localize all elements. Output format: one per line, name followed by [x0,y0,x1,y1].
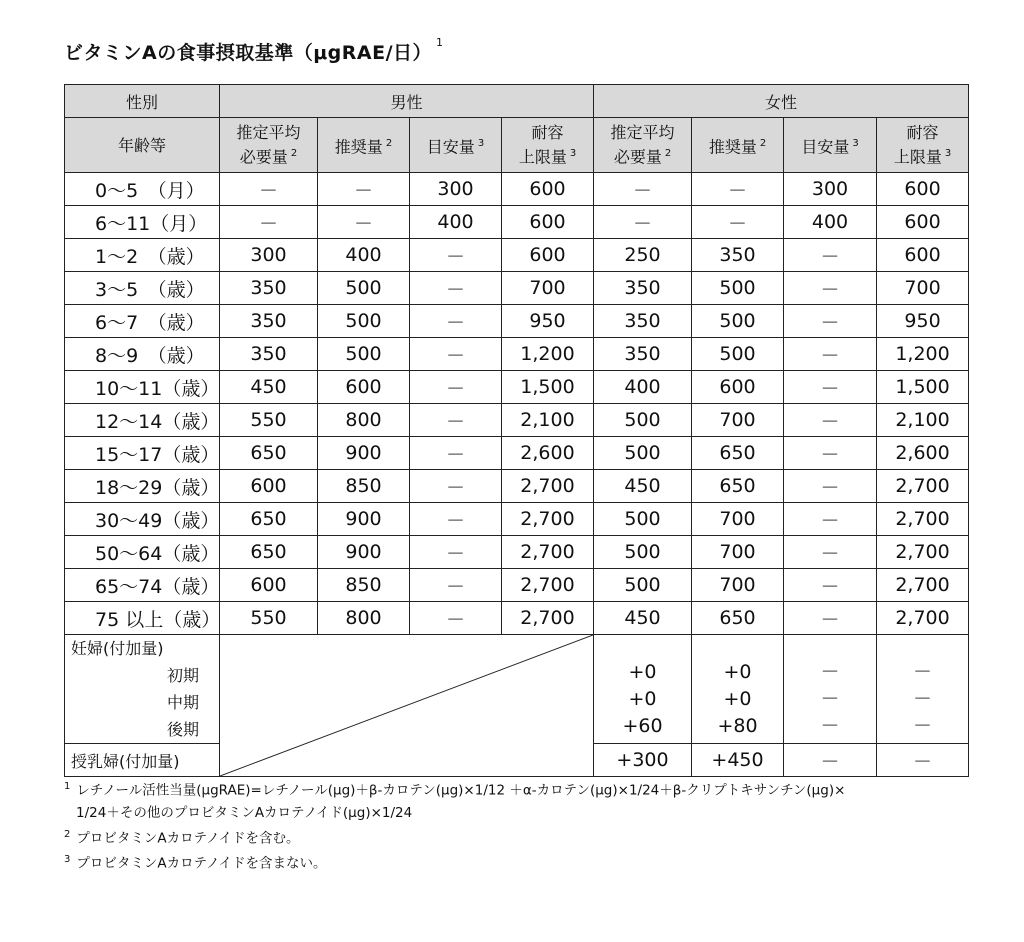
female-value-cell: － [784,272,877,305]
male-value-cell: － [318,206,410,239]
male-value-cell: 300 [220,239,318,272]
table-row [65,470,969,503]
pregnant-value: － [913,661,933,683]
age-cell: 0～5 （月） [65,173,220,206]
pregnant-value-cell [594,635,692,744]
female-value-cell: － [784,602,877,635]
male-value-cell: － [410,404,502,437]
male-value-cell: 850 [318,569,410,602]
intake-table-container [64,84,968,777]
female-value-cell: 350 [594,305,692,338]
table-row [65,437,969,470]
female-value-cell: 2,600 [877,437,969,470]
footnote-3 [64,849,984,875]
female-value-cell: 500 [594,503,692,536]
female-value-cell: － [784,404,877,437]
male-col-header-1 [318,118,410,173]
male-value-cell: 800 [318,602,410,635]
table-row [65,569,969,602]
table-row [65,503,969,536]
male-value-cell: － [220,173,318,206]
pregnant-value: － [820,688,840,710]
female-value-cell: 500 [692,338,784,371]
lactating-label: 授乳婦(付加量) [65,744,220,777]
col-header-footnote-ref: 2 [664,148,672,160]
diagonal-line [220,635,593,776]
footnote-3-num: 3 [64,854,71,865]
footnote-1-num: 1 [64,781,71,792]
age-cell: 6～11（月） [65,206,220,239]
col-header-line1: 耐容 [531,123,564,143]
sex-header: 性別 [65,85,220,118]
male-value-cell: 2,100 [502,404,594,437]
footnote-1-line2: 1/24＋その他のプロビタミンAカロテノイド(μg)×1/24 [76,804,413,821]
female-value-cell: 700 [877,272,969,305]
male-value-cell: 400 [318,239,410,272]
male-value-cell: － [410,536,502,569]
female-col-header-0 [594,118,692,173]
female-value-cell: 500 [594,404,692,437]
footnote-2 [64,824,984,850]
age-cell: 75 以上（歳） [65,602,220,635]
female-value-cell: 250 [594,239,692,272]
table-row [65,239,969,272]
col-header-line2: 目安量 [801,137,850,157]
age-cell: 12～14（歳） [65,404,220,437]
female-value-cell: 450 [594,602,692,635]
female-value-cell: 600 [877,239,969,272]
male-value-cell: 600 [220,569,318,602]
female-value-cell: 500 [692,272,784,305]
female-value-cell: 500 [594,569,692,602]
female-value-cell: 1,200 [877,338,969,371]
col-header-line2: 推奨量 [334,137,383,157]
male-col-header-3 [502,118,594,173]
female-value-cell: 400 [784,206,877,239]
pregnant-value: +0 [723,661,752,683]
female-value-cell: 700 [692,569,784,602]
col-header-footnote-ref: 2 [385,137,393,149]
pregnant-value: － [820,715,840,737]
pregnant-value-cell [877,635,969,744]
male-value-cell: 2,700 [502,602,594,635]
col-header-footnote-ref: 2 [759,137,767,149]
table-row [65,404,969,437]
female-value-cell: 350 [594,272,692,305]
female-value-cell: 2,700 [877,569,969,602]
male-value-cell: － [410,371,502,404]
age-cell: 1～2 （歳） [65,239,220,272]
female-value-cell: 2,700 [877,602,969,635]
male-value-cell: － [318,173,410,206]
male-value-cell: 900 [318,536,410,569]
trimester-label: 後期 [167,720,200,739]
female-value-cell: － [784,338,877,371]
male-value-cell: 2,700 [502,470,594,503]
age-cell: 10～11（歳） [65,371,220,404]
female-value-cell: 2,700 [877,470,969,503]
male-value-cell: － [410,239,502,272]
male-value-cell: 400 [410,206,502,239]
trimester-label: 中期 [167,693,200,712]
female-value-cell: 2,100 [877,404,969,437]
female-value-cell: 450 [594,470,692,503]
age-cell: 30～49（歳） [65,503,220,536]
female-value-cell: 700 [692,503,784,536]
age-cell: 8～9 （歳） [65,338,220,371]
male-value-cell: 600 [318,371,410,404]
intake-table [64,84,969,777]
table-row [65,206,969,239]
male-value-cell: 350 [220,305,318,338]
table-row [65,173,969,206]
male-value-cell: 2,600 [502,437,594,470]
col-header-footnote-ref: 2 [290,148,298,160]
male-value-cell: 700 [502,272,594,305]
col-header-line2: 目安量 [426,137,475,157]
female-col-header-3 [877,118,969,173]
male-value-cell: 2,700 [502,569,594,602]
male-value-cell: 500 [318,272,410,305]
male-value-cell: － [410,503,502,536]
female-value-cell: － [784,437,877,470]
male-value-cell: 1,200 [502,338,594,371]
female-value-cell: 300 [784,173,877,206]
female-value-cell: 500 [594,536,692,569]
female-col-header-2 [784,118,877,173]
age-cell: 18～29（歳） [65,470,220,503]
col-header-footnote-ref: 3 [477,137,485,149]
lactating-value-cell: － [784,744,877,777]
male-value-cell: － [220,206,318,239]
pregnant-value: － [913,715,933,737]
male-value-cell: 650 [220,503,318,536]
col-header-footnote-ref: 3 [569,148,577,160]
male-value-cell: 900 [318,437,410,470]
male-col-header-0 [220,118,318,173]
title-footnote-ref: 1 [436,35,444,49]
male-value-cell: 800 [318,404,410,437]
col-header-line1: 耐容 [906,123,939,143]
female-value-cell: － [692,173,784,206]
pregnant-label-cell [65,635,220,744]
age-cell: 6～7 （歳） [65,305,220,338]
male-value-cell: － [410,602,502,635]
male-value-cell: － [410,338,502,371]
male-value-cell: － [410,470,502,503]
col-header-footnote-ref: 3 [944,148,952,160]
male-value-cell: － [410,305,502,338]
female-value-cell: 600 [877,173,969,206]
female-col-header-1 [692,118,784,173]
male-value-cell: 2,700 [502,503,594,536]
female-header: 女性 [594,85,969,118]
male-header: 男性 [220,85,594,118]
female-value-cell: 950 [877,305,969,338]
pregnant-value: +60 [622,715,663,737]
female-value-cell: 500 [692,305,784,338]
female-value-cell: 2,700 [877,536,969,569]
pregnant-label: 妊婦(付加量) [71,639,164,658]
col-header-line2: 上限量 [518,147,567,167]
male-value-cell: 300 [410,173,502,206]
female-value-cell: 1,500 [877,371,969,404]
age-cell: 3～5 （歳） [65,272,220,305]
pregnant-value: +0 [628,661,657,683]
table-row [65,602,969,635]
footnote-2-num: 2 [64,828,71,840]
male-value-cell: 650 [220,437,318,470]
age-cell: 15～17（歳） [65,437,220,470]
pregnant-row [65,635,969,744]
female-value-cell: 650 [692,602,784,635]
female-value-cell: 400 [594,371,692,404]
pregnant-value: － [820,661,840,683]
male-value-cell: 350 [220,338,318,371]
male-value-cell: 350 [220,272,318,305]
male-value-cell: 650 [220,536,318,569]
col-header-line1: 推定平均 [236,123,301,143]
female-value-cell: － [784,536,877,569]
table-row [65,371,969,404]
lactating-value-cell: +450 [692,744,784,777]
male-value-cell: － [410,437,502,470]
female-value-cell: 2,700 [877,503,969,536]
male-value-cell: 500 [318,338,410,371]
age-header: 年齢等 [65,118,220,173]
lactating-value-cell: － [877,744,969,777]
trimester-label: 初期 [167,666,200,685]
table-row [65,272,969,305]
male-value-cell: 600 [220,470,318,503]
female-value-cell: － [594,173,692,206]
footnote-1 [64,776,984,802]
title-text: ビタミンAの食事摂取基準（μgRAE/日） [64,42,433,64]
female-value-cell: 350 [692,239,784,272]
female-value-cell: 600 [877,206,969,239]
male-value-cell: － [410,569,502,602]
table-row [65,305,969,338]
table-row [65,338,969,371]
pregnant-value: +0 [723,688,752,710]
male-value-cell: 500 [318,305,410,338]
page-title [64,35,444,65]
male-col-header-2 [410,118,502,173]
col-header-line2: 必要量 [613,147,662,167]
male-value-cell: 600 [502,206,594,239]
male-value-cell: 550 [220,404,318,437]
male-value-cell: 900 [318,503,410,536]
pregnant-value-cell [784,635,877,744]
female-value-cell: 650 [692,437,784,470]
male-value-cell: 950 [502,305,594,338]
male-value-cell: 1,500 [502,371,594,404]
female-value-cell: 700 [692,404,784,437]
male-not-applicable-cell [220,635,594,777]
table-row [65,536,969,569]
male-value-cell: 850 [318,470,410,503]
footnote-2-text: プロビタミンAカロテノイドを含む。 [76,830,300,846]
age-cell: 50～64（歳） [65,536,220,569]
footnote-3-text: プロビタミンAカロテノイドを含まない。 [76,855,327,872]
female-value-cell: － [784,470,877,503]
col-header-line2: 必要量 [239,147,288,167]
col-header-line2: 上限量 [893,147,942,167]
col-header-line2: 推奨量 [708,137,757,157]
female-value-cell: 600 [692,371,784,404]
male-value-cell: － [410,272,502,305]
female-value-cell: 700 [692,536,784,569]
female-value-cell: － [784,503,877,536]
pregnant-value: +0 [628,688,657,710]
female-value-cell: 350 [594,338,692,371]
col-header-line1: 推定平均 [610,123,675,143]
male-value-cell: 600 [502,239,594,272]
male-value-cell: 600 [502,173,594,206]
female-value-cell: － [784,569,877,602]
female-value-cell: － [784,305,877,338]
male-value-cell: 550 [220,602,318,635]
female-value-cell: 650 [692,470,784,503]
female-value-cell: － [594,206,692,239]
col-header-footnote-ref: 3 [852,137,859,149]
footnote-1-cont [64,802,984,824]
pregnant-value-cell [692,635,784,744]
pregnant-value: － [913,688,933,710]
footnotes [64,776,984,875]
male-value-cell: 450 [220,371,318,404]
female-value-cell: － [784,371,877,404]
male-value-cell: 2,700 [502,536,594,569]
female-value-cell: － [692,206,784,239]
footnote-1-line1: レチノール活性当量(μgRAE)=レチノール(μg)＋β-カロテン(μg)×1/12 ＋α-カロテン(μg)×1/24＋β-クリプトキサンチン(μg)× [76,782,846,799]
female-value-cell: － [784,239,877,272]
female-value-cell: 500 [594,437,692,470]
lactating-value-cell: +300 [594,744,692,777]
age-cell: 65～74（歳） [65,569,220,602]
pregnant-value: +80 [717,715,758,737]
